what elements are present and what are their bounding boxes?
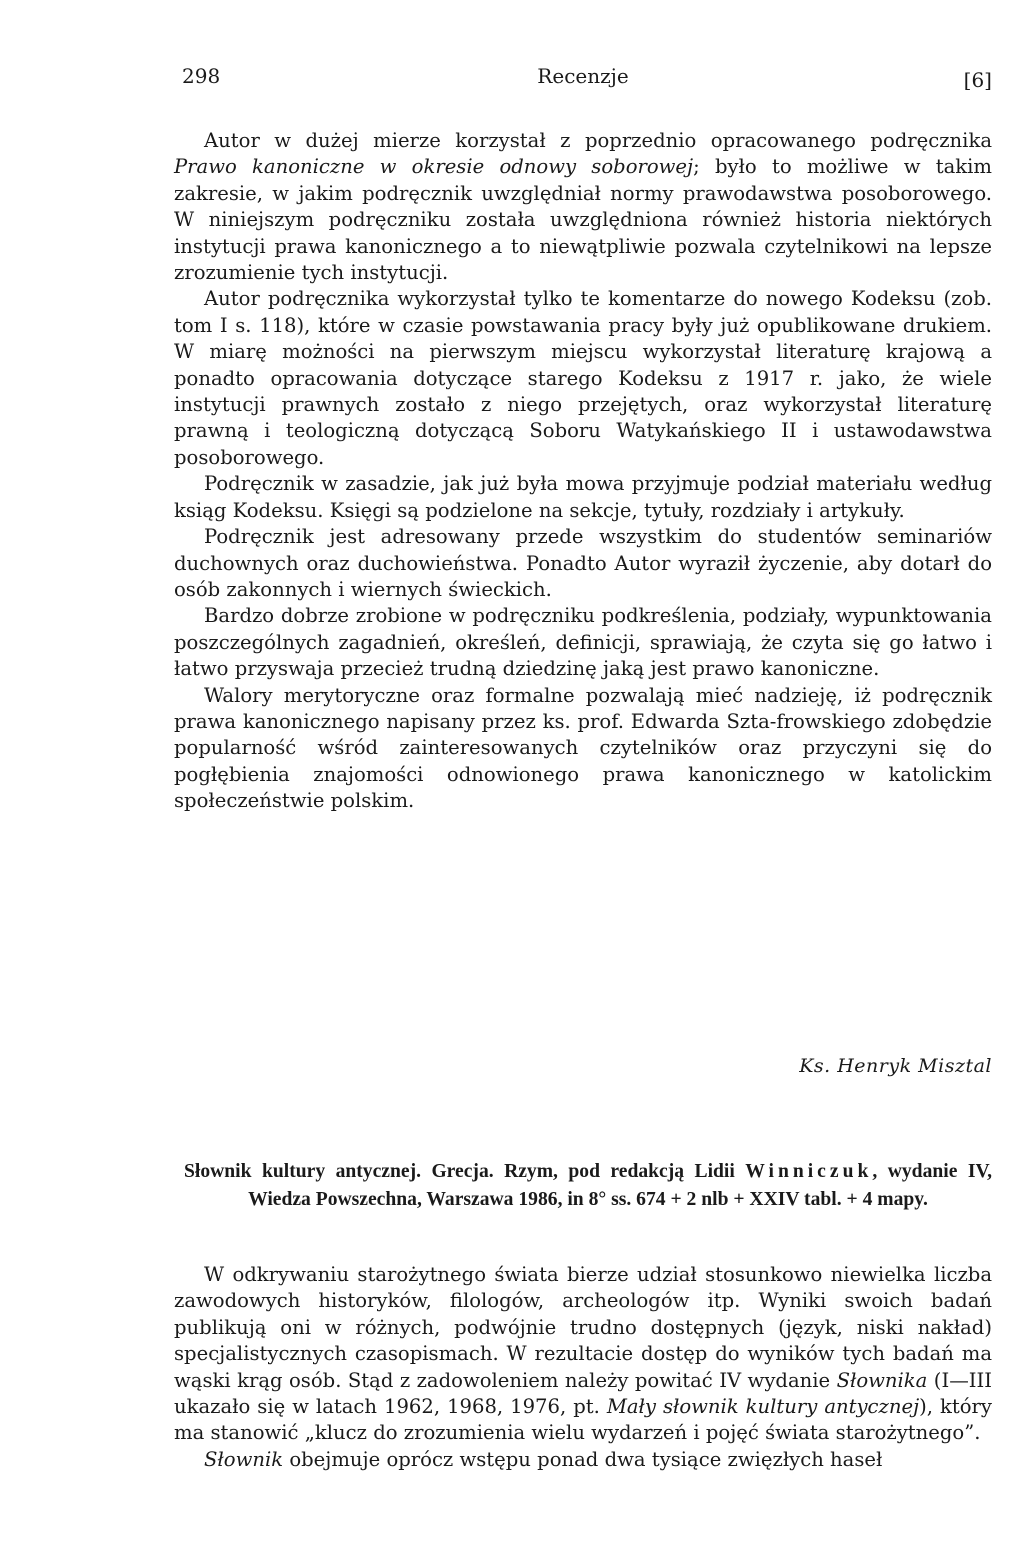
- review-1-paragraph-1: [174, 128, 992, 286]
- text-span: (I—III ukazało się w latach 1962, 1968, 1976, pt.: [174, 1368, 993, 1419]
- review-1-paragraph-5: [174, 603, 992, 682]
- heading-text: Słownik kultury antycznej. Grecja. Rzym, pod redakcją Lidii: [184, 1161, 746, 1182]
- editor-name: Winniczuk: [745, 1161, 873, 1182]
- review-2-paragraph-2: [174, 1447, 992, 1473]
- text-span: Podręcznik w zasadzie, jak już była mowa przyjmuje podział materiału według ksiąg Kodeksu. Księgi są podzielone na sekcje, tytuły, rozdziały i artykuły.: [174, 472, 992, 522]
- text-span: obejmuje oprócz wstępu ponad dwa tysiące zwięzłych haseł: [283, 1447, 883, 1471]
- page-number: 298: [182, 64, 221, 88]
- review-1-paragraph-2: [174, 286, 992, 471]
- page-header: [174, 64, 992, 94]
- reviewer-signature: Ks. Henryk Misztal: [799, 1055, 992, 1077]
- review-1-paragraph-4: [174, 524, 992, 603]
- italic-title: Mały słownik kultury antycznej: [606, 1395, 920, 1419]
- review-1-paragraph-3: [174, 471, 992, 524]
- section-marker: [6]: [963, 68, 992, 92]
- review-2-body: [174, 1262, 992, 1473]
- text-span: ), który ma stanowić „klucz do zrozumienia wielu wydarzeń i pojęć świata starożytnego”.: [174, 1395, 992, 1445]
- review-1-body: [174, 128, 992, 815]
- book-title-italic: Prawo kanoniczne w okresie odnowy soborowej: [174, 155, 694, 179]
- italic-title: Słownik: [204, 1447, 284, 1471]
- text-span: Autor w dużej mierze korzystał z poprzednio opracowanego podręcznika: [204, 129, 992, 152]
- running-title: Recenzje: [537, 64, 629, 88]
- review-1-paragraph-6: [174, 683, 992, 815]
- text-span: Autor podręcznika wykorzystał tylko te komentarze do nowego Kodeksu (zob. tom I s. 118), które w czasie powstawania pracy były już opublikowane drukiem. W miarę możności na pierwszym miejscu wykorzystał literaturę krajową a ponadto opracowania dotyczące starego Kodeksu z 1917 r. jako, że wiele instytucji prawnych zostało z niego przejętych, oraz wykorzystał literaturę prawną i teologiczną dotyczącą Soboru Watykańskiego II i ustawodawstwa posoborowego.: [174, 287, 992, 469]
- text-span: Podręcznik jest adresowany przede wszystkim do studentów seminariów duchownych oraz duchowieństwa. Ponadto Autor wyraził życzenie, aby dotarł do osób zakonnych i wiernych świeckich.: [174, 525, 992, 601]
- italic-title: Słownika: [836, 1368, 928, 1392]
- review-2-heading: [184, 1158, 992, 1214]
- text-span: Bardzo dobrze zrobione w podręczniku podkreślenia, podziały, wypunktowania poszczególnych zagadnień, określeń, definicji, sprawiają, że czyta się go łatwo i łatwo przyswaja przecież trudną dziedzinę jaką jest prawo kanoniczne.: [174, 604, 992, 681]
- text-span: Walory merytoryczne oraz formalne pozwalają mieć nadzieję, iż podręcznik prawa kanonicznego napisany przez ks. prof. Edwarda Szta-frowskiego zdobędzie popularność wśród zainteresowanych czytelników oraz przyczyni się do pogłębienia znajomości odnowionego prawa kanonicznego w katolickim społeczeństwie polskim.: [174, 683, 992, 813]
- review-2-paragraph-1: [174, 1262, 992, 1447]
- text-span: W odkrywaniu starożytnego świata bierze udział stosunkowo niewielka liczba zawodowych historyków, filologów, archeologów itp. Wyniki swoich badań publikują oni w różnych, podwójnie trudno dostępnych (język, niski nakład) specjalistycznych czasopismach. W rezultacie dostęp do wyników tych badań ma wąski krąg osób. Stąd z zadowoleniem należy powitać IV wydanie: [174, 1263, 992, 1392]
- heading-text: , wydanie IV, Wiedza Powszechna, Warszawa 1986, in 8° ss. 674 + 2 nlb + XXIV tabl. + 4 mapy.: [248, 1161, 992, 1210]
- text-span: ; było to możliwe w takim zakresie, w jakim podręcznik uwzględniał normy prawodawstwa posoborowego. W niniejszym podręczniku została uwzględniona również historia niektórych instytucji prawa kanonicznego a to niewątpliwie pozwala czytelnikowi na lepsze zrozumienie tych instytucji.: [174, 155, 992, 285]
